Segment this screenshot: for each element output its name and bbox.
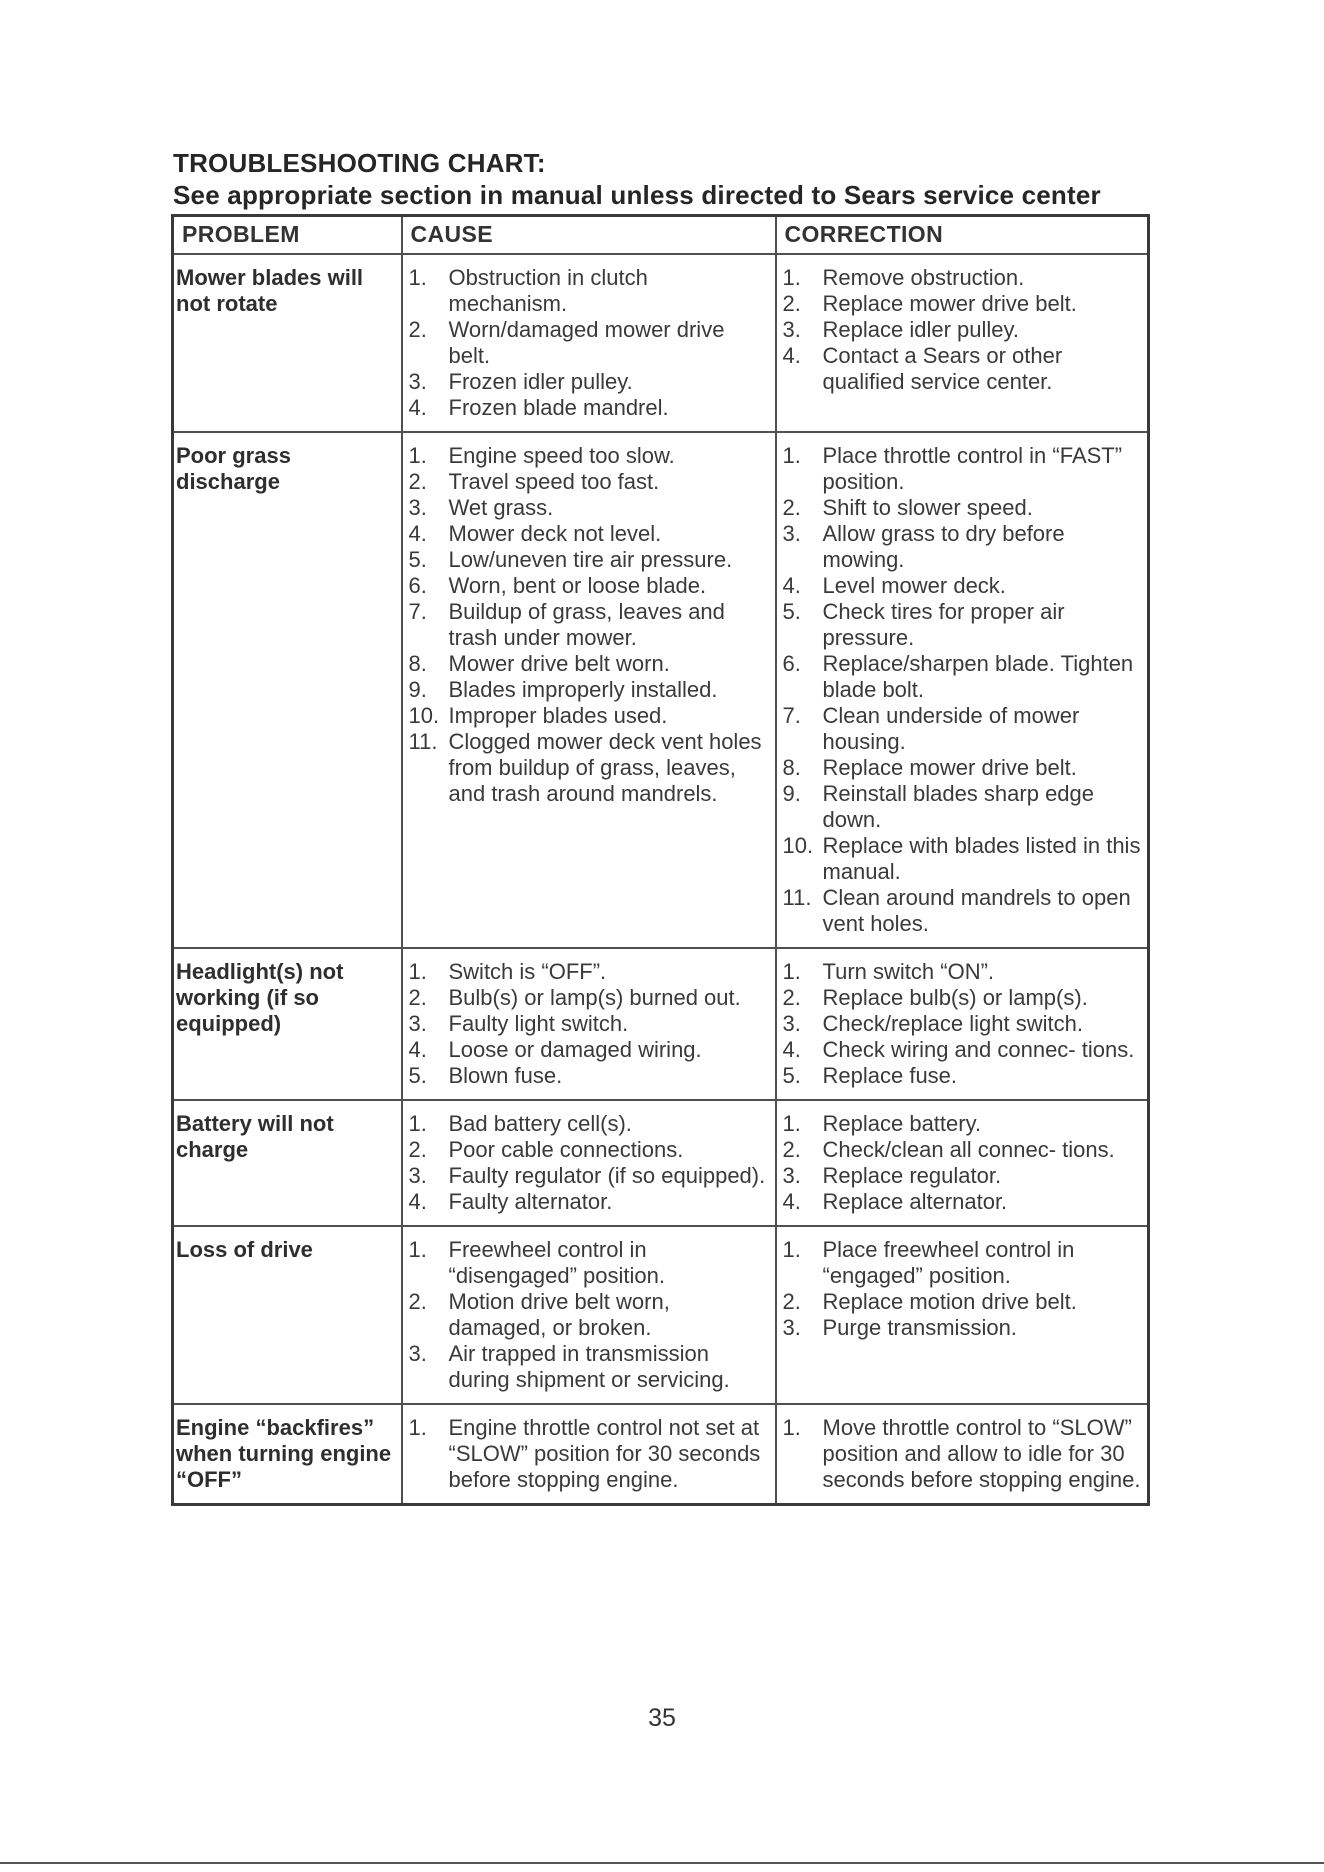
correction-item xyxy=(783,573,1144,599)
cause-list xyxy=(409,265,771,421)
cause-number: 1. xyxy=(408,959,427,984)
correction-text: Reinstall blades sharp edge down. xyxy=(822,781,1095,832)
correction-list xyxy=(783,1237,1144,1341)
cause-item xyxy=(409,469,771,495)
cause-list xyxy=(409,443,771,807)
correction-number: 6. xyxy=(782,651,801,676)
correction-number: 3. xyxy=(782,1163,801,1188)
correction-item xyxy=(783,521,1144,573)
cause-text: Improper blades used. xyxy=(448,703,668,728)
cause-number: 2. xyxy=(408,1289,427,1314)
correction-number: 5. xyxy=(782,599,801,624)
cause-text: Loose or damaged wiring. xyxy=(448,1037,702,1062)
cause-cell xyxy=(402,1100,776,1226)
correction-list xyxy=(783,1111,1144,1215)
cause-text: Mower deck not level. xyxy=(448,521,662,546)
cause-item xyxy=(409,959,771,985)
cause-item xyxy=(409,547,771,573)
cause-text: Mower drive belt worn. xyxy=(448,651,670,676)
cause-cell xyxy=(402,432,776,948)
correction-text: Check tires for proper air pressure. xyxy=(822,599,1065,650)
correction-text: Contact a Sears or other qualified service center. xyxy=(822,343,1063,394)
correction-number: 3. xyxy=(782,521,801,546)
correction-text: Clean underside of mower housing. xyxy=(822,703,1080,754)
cause-text: Switch is “OFF”. xyxy=(448,959,607,984)
cause-text: Worn, bent or loose blade. xyxy=(448,573,707,598)
problem-cell: Headlight(s) not working (if so equipped) xyxy=(173,948,402,1100)
correction-text: Level mower deck. xyxy=(822,573,1006,598)
troubleshooting-table xyxy=(171,214,1150,1506)
correction-list xyxy=(783,1415,1144,1493)
cause-text: Faulty light switch. xyxy=(448,1011,629,1036)
cause-text: Faulty regulator (if so equipped). xyxy=(448,1163,766,1188)
correction-item xyxy=(783,599,1144,651)
correction-number: 10. xyxy=(782,833,814,858)
cause-text: Motion drive belt worn, damaged, or broken. xyxy=(448,1289,670,1340)
cause-number: 7. xyxy=(408,599,427,624)
correction-text: Place throttle control in “FAST” position. xyxy=(822,443,1123,494)
cause-number: 8. xyxy=(408,651,427,676)
correction-text: Replace motion drive belt. xyxy=(822,1289,1077,1314)
header-correction: CORRECTION xyxy=(776,216,1149,255)
correction-item xyxy=(783,495,1144,521)
correction-item xyxy=(783,1415,1144,1493)
header-row xyxy=(173,216,1149,255)
cause-number: 10. xyxy=(408,703,440,728)
cause-item xyxy=(409,1111,771,1137)
cause-number: 3. xyxy=(408,1011,427,1036)
correction-text: Turn switch “ON”. xyxy=(822,959,995,984)
table-row xyxy=(173,948,1149,1100)
cause-item xyxy=(409,1137,771,1163)
correction-cell xyxy=(776,432,1149,948)
cause-item xyxy=(409,369,771,395)
problem-cell: Poor grass discharge xyxy=(173,432,402,948)
correction-text: Replace/sharpen blade. Tighten blade bolt. xyxy=(822,651,1134,702)
cause-text: Wet grass. xyxy=(448,495,554,520)
correction-item xyxy=(783,781,1144,833)
cause-list xyxy=(409,959,771,1089)
correction-cell xyxy=(776,1226,1149,1404)
correction-number: 1. xyxy=(782,443,801,468)
cause-number: 6. xyxy=(408,573,427,598)
page-subtitle: See appropriate section in manual unless directed to Sears service center xyxy=(173,180,1101,210)
cause-item xyxy=(409,395,771,421)
correction-text: Clean around mandrels to open vent holes. xyxy=(822,885,1131,936)
cause-item xyxy=(409,677,771,703)
cause-item xyxy=(409,1189,771,1215)
correction-number: 9. xyxy=(782,781,801,806)
cause-number: 2. xyxy=(408,317,427,342)
problem-cell: Loss of drive xyxy=(173,1226,402,1404)
cause-item xyxy=(409,495,771,521)
correction-number: 11. xyxy=(782,885,812,910)
cause-item xyxy=(409,703,771,729)
correction-list xyxy=(783,959,1144,1089)
cause-item xyxy=(409,1415,771,1493)
cause-item xyxy=(409,443,771,469)
correction-number: 2. xyxy=(782,1137,801,1162)
correction-item xyxy=(783,1137,1144,1163)
page-number: 35 xyxy=(648,1704,676,1732)
correction-number: 2. xyxy=(782,1289,801,1314)
cause-text: Air trapped in transmission during shipment or servicing. xyxy=(448,1341,730,1392)
correction-item xyxy=(783,703,1144,755)
cause-item xyxy=(409,729,771,807)
header-cause: CAUSE xyxy=(402,216,776,255)
correction-item xyxy=(783,755,1144,781)
cause-number: 2. xyxy=(408,1137,427,1162)
cause-text: Obstruction in clutch mechanism. xyxy=(448,265,648,316)
cause-item xyxy=(409,1011,771,1037)
correction-text: Allow grass to dry before mowing. xyxy=(822,521,1065,572)
correction-item xyxy=(783,265,1144,291)
cause-text: Travel speed too fast. xyxy=(448,469,660,494)
correction-item xyxy=(783,343,1144,395)
cause-item xyxy=(409,1289,771,1341)
cause-number: 4. xyxy=(408,521,427,546)
correction-text: Place freewheel control in “engaged” position. xyxy=(822,1237,1075,1288)
cause-number: 4. xyxy=(408,1189,427,1214)
correction-item xyxy=(783,1289,1144,1315)
cause-item xyxy=(409,265,771,317)
cause-text: Bad battery cell(s). xyxy=(448,1111,632,1136)
cause-item xyxy=(409,985,771,1011)
cause-item xyxy=(409,1341,771,1393)
correction-number: 8. xyxy=(782,755,801,780)
cause-item xyxy=(409,317,771,369)
correction-number: 1. xyxy=(782,959,801,984)
table-row xyxy=(173,1404,1149,1505)
correction-item xyxy=(783,1011,1144,1037)
cause-cell xyxy=(402,948,776,1100)
correction-item xyxy=(783,959,1144,985)
correction-cell xyxy=(776,254,1149,432)
correction-text: Replace mower drive belt. xyxy=(822,755,1077,780)
cause-number: 1. xyxy=(408,1111,427,1136)
correction-item xyxy=(783,1063,1144,1089)
cause-text: Blades improperly installed. xyxy=(448,677,718,702)
cause-text: Bulb(s) or lamp(s) burned out. xyxy=(448,985,741,1010)
correction-item xyxy=(783,985,1144,1011)
cause-number: 1. xyxy=(408,1415,427,1440)
problem-cell: Mower blades will not rotate xyxy=(173,254,402,432)
correction-text: Remove obstruction. xyxy=(822,265,1025,290)
cause-number: 2. xyxy=(408,469,427,494)
correction-cell xyxy=(776,1404,1149,1505)
cause-number: 3. xyxy=(408,369,427,394)
cause-text: Frozen idler pulley. xyxy=(448,369,633,394)
correction-item xyxy=(783,1237,1144,1289)
cause-text: Faulty alternator. xyxy=(448,1189,613,1214)
correction-item xyxy=(783,1315,1144,1341)
correction-number: 4. xyxy=(782,343,801,368)
correction-text: Replace alternator. xyxy=(822,1189,1008,1214)
correction-number: 4. xyxy=(782,1037,801,1062)
correction-text: Replace mower drive belt. xyxy=(822,291,1077,316)
cause-number: 1. xyxy=(408,265,427,290)
table-row xyxy=(173,1100,1149,1226)
correction-item xyxy=(783,1111,1144,1137)
correction-number: 2. xyxy=(782,495,801,520)
cause-number: 3. xyxy=(408,495,427,520)
problem-cell: Battery will not charge xyxy=(173,1100,402,1226)
cause-list xyxy=(409,1415,771,1493)
cause-number: 5. xyxy=(408,547,427,572)
correction-list xyxy=(783,443,1144,937)
correction-number: 2. xyxy=(782,985,801,1010)
correction-number: 1. xyxy=(782,1111,801,1136)
cause-item xyxy=(409,1163,771,1189)
correction-number: 3. xyxy=(782,1011,801,1036)
header-problem: PROBLEM xyxy=(173,216,402,255)
correction-number: 7. xyxy=(782,703,801,728)
correction-item xyxy=(783,317,1144,343)
cause-number: 3. xyxy=(408,1163,427,1188)
cause-cell xyxy=(402,254,776,432)
correction-item xyxy=(783,651,1144,703)
cause-number: 11. xyxy=(408,729,438,754)
correction-number: 4. xyxy=(782,1189,801,1214)
cause-text: Blown fuse. xyxy=(448,1063,563,1088)
correction-text: Shift to slower speed. xyxy=(822,495,1033,520)
correction-text: Replace battery. xyxy=(822,1111,982,1136)
correction-number: 1. xyxy=(782,1237,801,1262)
correction-text: Check/clean all connec- tions. xyxy=(822,1137,1115,1162)
cause-item xyxy=(409,1063,771,1089)
cause-number: 1. xyxy=(408,1237,427,1262)
cause-number: 4. xyxy=(408,395,427,420)
correction-cell xyxy=(776,1100,1149,1226)
correction-text: Replace idler pulley. xyxy=(822,317,1019,342)
table-row xyxy=(173,254,1149,432)
cause-item xyxy=(409,599,771,651)
correction-number: 2. xyxy=(782,291,801,316)
cause-text: Poor cable connections. xyxy=(448,1137,684,1162)
cause-text: Frozen blade mandrel. xyxy=(448,395,669,420)
table-row xyxy=(173,432,1149,948)
correction-item xyxy=(783,1189,1144,1215)
cause-number: 3. xyxy=(408,1341,427,1366)
correction-item xyxy=(783,291,1144,317)
correction-cell xyxy=(776,948,1149,1100)
cause-number: 1. xyxy=(408,443,427,468)
correction-item xyxy=(783,885,1144,937)
cause-list xyxy=(409,1111,771,1215)
correction-text: Move throttle control to “SLOW” position and allow to idle for 30 seconds before stopping engine. xyxy=(822,1415,1141,1492)
cause-item xyxy=(409,1037,771,1063)
cause-text: Clogged mower deck vent holes from buildup of grass, leaves, and trash around mandrels. xyxy=(448,729,762,806)
cause-number: 2. xyxy=(408,985,427,1010)
correction-item xyxy=(783,443,1144,495)
correction-number: 1. xyxy=(782,1415,801,1440)
correction-number: 4. xyxy=(782,573,801,598)
bottom-rule xyxy=(0,1862,1324,1864)
correction-number: 5. xyxy=(782,1063,801,1088)
page-title: TROUBLESHOOTING CHART: xyxy=(173,148,546,178)
correction-item xyxy=(783,1163,1144,1189)
cause-cell xyxy=(402,1226,776,1404)
cause-text: Worn/damaged mower drive belt. xyxy=(448,317,725,368)
cause-text: Buildup of grass, leaves and trash under mower. xyxy=(448,599,725,650)
correction-number: 3. xyxy=(782,317,801,342)
cause-text: Engine throttle control not set at “SLOW” position for 30 seconds before stopping engine. xyxy=(448,1415,761,1492)
problem-cell: Engine “backfires” when turning engine “OFF” xyxy=(173,1404,402,1505)
correction-text: Purge transmission. xyxy=(822,1315,1017,1340)
cause-number: 9. xyxy=(408,677,427,702)
correction-text: Check wiring and connec- tions. xyxy=(822,1037,1135,1062)
cause-cell xyxy=(402,1404,776,1505)
correction-text: Replace regulator. xyxy=(822,1163,1002,1188)
cause-item xyxy=(409,521,771,547)
correction-number: 1. xyxy=(782,265,801,290)
correction-item xyxy=(783,1037,1144,1063)
cause-list xyxy=(409,1237,771,1393)
correction-text: Replace with blades listed in this manual. xyxy=(822,833,1141,884)
correction-text: Check/replace light switch. xyxy=(822,1011,1083,1036)
cause-text: Low/uneven tire air pressure. xyxy=(448,547,733,572)
cause-text: Freewheel control in “disengaged” position. xyxy=(448,1237,665,1288)
correction-list xyxy=(783,265,1144,395)
cause-number: 4. xyxy=(408,1037,427,1062)
table-row xyxy=(173,1226,1149,1404)
cause-item xyxy=(409,573,771,599)
correction-text: Replace bulb(s) or lamp(s). xyxy=(822,985,1088,1010)
correction-number: 3. xyxy=(782,1315,801,1340)
cause-text: Engine speed too slow. xyxy=(448,443,675,468)
correction-text: Replace fuse. xyxy=(822,1063,958,1088)
cause-item xyxy=(409,1237,771,1289)
correction-item xyxy=(783,833,1144,885)
cause-number: 5. xyxy=(408,1063,427,1088)
cause-item xyxy=(409,651,771,677)
